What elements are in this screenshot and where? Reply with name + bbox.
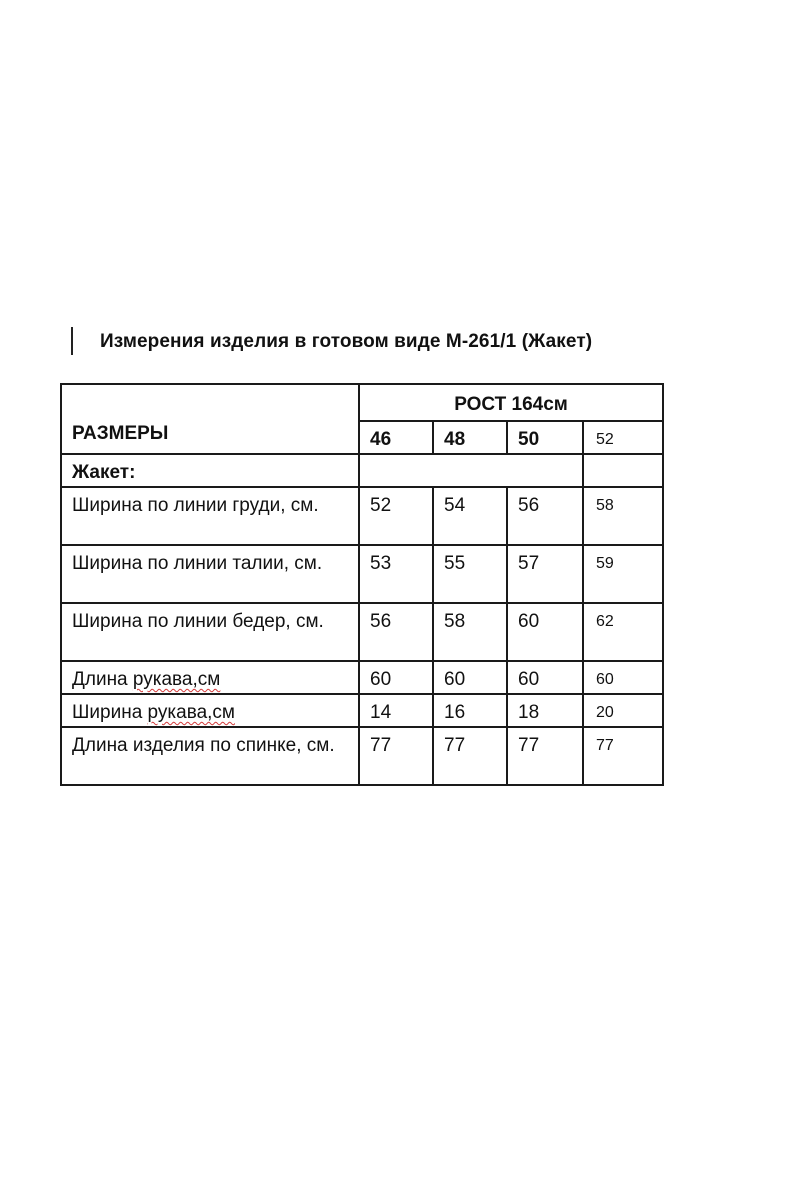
value-cell: 53 xyxy=(359,545,433,603)
document-title: Измерения изделия в готовом виде М-261/1 (Жакет) xyxy=(100,331,593,352)
sizes-header: РАЗМЕРЫ xyxy=(61,384,359,454)
value-cell: 16 xyxy=(433,694,507,727)
measurements-table xyxy=(60,383,664,786)
section-empty-cell xyxy=(583,454,663,487)
value-cell: 58 xyxy=(583,487,663,545)
table-row xyxy=(61,727,663,785)
value-cell: 59 xyxy=(583,545,663,603)
value-cell: 20 xyxy=(583,694,663,727)
table-row xyxy=(61,661,663,694)
value-cell: 60 xyxy=(359,661,433,694)
section-label: Жакет: xyxy=(61,454,359,487)
table-row xyxy=(61,487,663,545)
size-column-52: 52 xyxy=(583,421,663,454)
table-row xyxy=(61,694,663,727)
section-empty-cell xyxy=(359,454,583,487)
value-cell: 77 xyxy=(507,727,583,785)
row-label: Ширина по линии груди, см. xyxy=(61,487,359,545)
text-cursor xyxy=(71,327,73,355)
value-cell: 14 xyxy=(359,694,433,727)
row-label xyxy=(61,661,359,694)
value-cell: 56 xyxy=(507,487,583,545)
value-cell: 56 xyxy=(359,603,433,661)
value-cell: 60 xyxy=(507,603,583,661)
row-label: Ширина по линии бедер, см. xyxy=(61,603,359,661)
value-cell: 54 xyxy=(433,487,507,545)
row-label: Длина изделия по спинке, см. xyxy=(61,727,359,785)
spellcheck-flagged-text: рукава,см xyxy=(147,702,235,723)
value-cell: 77 xyxy=(359,727,433,785)
value-cell: 58 xyxy=(433,603,507,661)
value-cell: 77 xyxy=(433,727,507,785)
value-cell: 18 xyxy=(507,694,583,727)
value-cell: 52 xyxy=(359,487,433,545)
value-cell: 55 xyxy=(433,545,507,603)
row-label: Ширина по линии талии, см. xyxy=(61,545,359,603)
value-cell: 77 xyxy=(583,727,663,785)
growth-header: РОСТ 164см xyxy=(359,384,663,421)
value-cell: 60 xyxy=(507,661,583,694)
size-column-50: 50 xyxy=(507,421,583,454)
value-cell: 60 xyxy=(583,661,663,694)
size-column-48: 48 xyxy=(433,421,507,454)
table-row xyxy=(61,545,663,603)
row-label xyxy=(61,694,359,727)
value-cell: 60 xyxy=(433,661,507,694)
value-cell: 57 xyxy=(507,545,583,603)
row-label-prefix: Длина xyxy=(72,669,133,690)
spellcheck-flagged-text: рукава,см xyxy=(132,669,221,690)
value-cell: 62 xyxy=(583,603,663,661)
size-column-46: 46 xyxy=(359,421,433,454)
table-row xyxy=(61,603,663,661)
row-label-prefix: Ширина xyxy=(72,702,148,723)
